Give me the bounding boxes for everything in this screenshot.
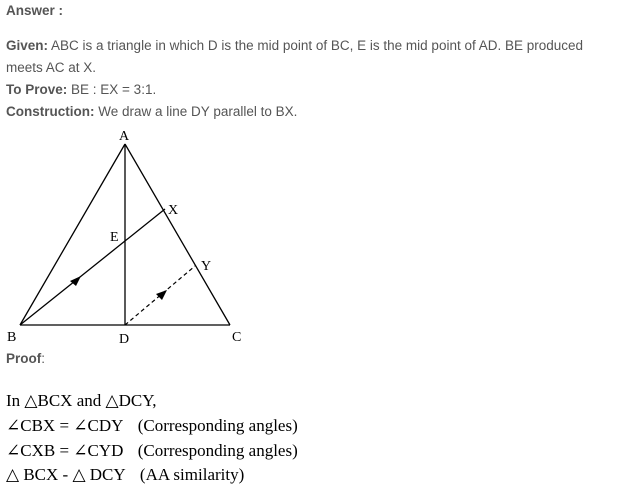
construction-line [6, 103, 297, 120]
given-text-2: meets AC at X. [6, 60, 97, 75]
label-y: Y [201, 259, 212, 274]
proof-line-4-statement: △ BCX - △ DCY [6, 465, 126, 484]
proof-line-1-triangle-bcx: △BCX [24, 391, 73, 410]
proof-line-4-reason: (AA similarity) [139, 465, 245, 484]
proof-line-3-equation: ∠CXB = ∠CYD [6, 441, 124, 460]
to-prove-text: BE : EX = 3:1. [71, 82, 157, 97]
proof-line-3-reason: (Corresponding angles) [137, 441, 298, 460]
given-text-1: ABC is a triangle in which D is the mid point of BC, E is the mid point of AD. BE produced [51, 38, 584, 53]
proof-line-3 [6, 441, 298, 461]
label-e: E [110, 230, 119, 245]
proof-line-1 [6, 391, 157, 411]
given-line-2 [6, 59, 96, 76]
construction-label: Construction: [6, 104, 95, 119]
triangle-figure [0, 120, 617, 352]
proof-colon: : [41, 351, 46, 366]
proof-heading [6, 350, 45, 367]
proof-line-2-equation: ∠CBX = ∠CDY [6, 416, 124, 435]
given-line-1 [6, 37, 583, 54]
segment-bx [20, 209, 165, 325]
label-a: A [119, 129, 130, 144]
label-x: X [168, 203, 179, 218]
label-b: B [7, 330, 17, 345]
proof-line-1-triangle-dcy: △DCY, [105, 391, 157, 410]
proof-line-1-in: In [6, 391, 21, 410]
answer-heading [6, 2, 63, 19]
given-label: Given: [6, 38, 49, 53]
to-prove-line [6, 81, 156, 98]
label-c: C [232, 330, 242, 345]
label-d: D [119, 332, 130, 347]
to-prove-label: To Prove: [6, 82, 68, 97]
proof-line-2 [6, 416, 298, 436]
proof-line-4 [6, 465, 244, 485]
proof-line-1-and: and [76, 391, 102, 410]
arrow-dy-icon [156, 290, 167, 300]
proof-label: Proof [6, 351, 42, 366]
proof-line-2-reason: (Corresponding angles) [137, 416, 298, 435]
answer-label: Answer : [6, 3, 64, 18]
construction-text: We draw a line DY parallel to BX. [98, 104, 298, 119]
side-ac [125, 144, 230, 325]
